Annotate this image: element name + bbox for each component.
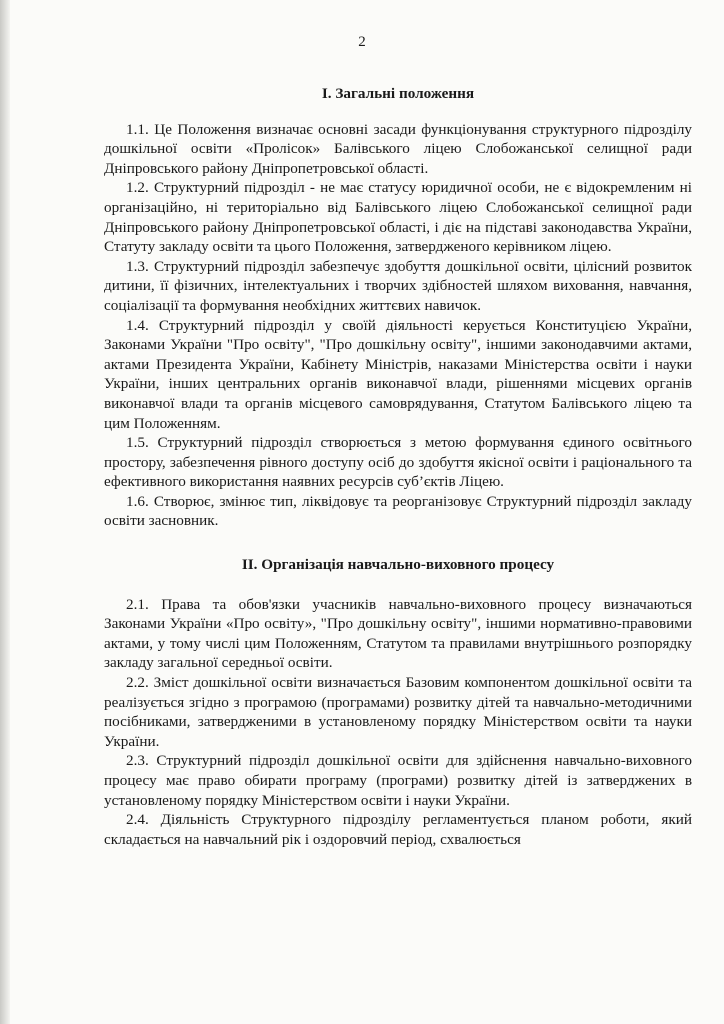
paragraph-2-3: 2.3. Структурний підрозділ дошкільної освіти для здійснення навчально-виховного процесу має право обирати програму (програми) розвитку дітей із затверджених в установленому порядку Міністерством освіти і науки України. [104, 752, 692, 809]
page-number: 2 [358, 34, 366, 50]
paragraph-2-1: 2.1. Права та обов'язки учасників навчально-виховного процесу визначаються Законами України «Про освіту», "Про дошкільну освіту", іншими нормативно-правовими актами, у тому числі цим Положенням, Статутом та правилами внутрішнього розпорядку закладу загальної середньої освіти. [104, 595, 692, 672]
paragraph-2-4: 2.4. Діяльність Структурного підрозділу регламентується планом роботи, який складається на навчальний рік і оздоровчий період, схвалюється [104, 811, 692, 848]
section-2-title: II. Організація навчально-виховного процесу [241, 556, 555, 574]
paragraph-1-6: 1.6. Створює, змінює тип, ліквідовує та реорганізовує Структурний підрозділ закладу освіти засновник. [104, 492, 692, 530]
paragraph-1-5: 1.5. Структурний підрозділ створюється з метою формування єдиного освітнього простору, забезпечення рівного доступу осіб до здобуття якісної освіти і раціонального та ефективного використання наявних ресурсів суб’єктів Ліцею. [104, 434, 692, 491]
paragraph-1-3: 1.3. Структурний підрозділ забезпечує здобуття дошкільної освіти, цілісний розвиток дитини, її фізичних, інтелектуальних і творчих здібностей шляхом виховання, навчання, соціалізації та формування необхідних життєвих навичок. [104, 257, 692, 314]
paragraph-1-4: 1.4. Структурний підрозділ у своїй діяльності керується Конституцією України, Законами України "Про освіту", "Про дошкільну освіту", іншими законодавчими актами, актами Президента України, Кабінету Міністрів, наказами Міністерства освіти і науки України, інших центральних органів виконавчої влади, рішеннями місцевих органів виконавчої влади та органів місцевого самоврядування, Статутом Балівського ліцею та цим Положенням. [104, 316, 692, 432]
paragraph-1-2: 1.2. Структурний підрозділ - не має статусу юридичної особи, не є відокремленим ні організаційно, ні територіально від Балівського ліцею Слобожанської селищної ради Дніпровського району Дніпропетровської області, і діє на підставі законодавства України, Статуту закладу освіти та цього Положення, затвердженого керівником ліцею. [104, 179, 692, 256]
scan-edge-shadow [0, 0, 10, 1024]
section-1-title: I. Загальні положення [321, 85, 475, 102]
paragraph-1-1: 1.1. Це Положення визначає основні засади функціонування структурного підрозділу дошкільної освіти «Пролісок» Балівського ліцею Слобожанської селищної ради Дніпровського району Дніпропетровської області. [104, 120, 692, 177]
paragraph-2-2: 2.2. Зміст дошкільної освіти визначається Базовим компонентом дошкільної освіти та реалізується згідно з програмою (програмами) розвитку дітей та навчально-методичними посібниками, затвердженими в установленому порядку Міністерством освіти та науки України. [104, 674, 692, 750]
document-body [104, 84, 692, 849]
